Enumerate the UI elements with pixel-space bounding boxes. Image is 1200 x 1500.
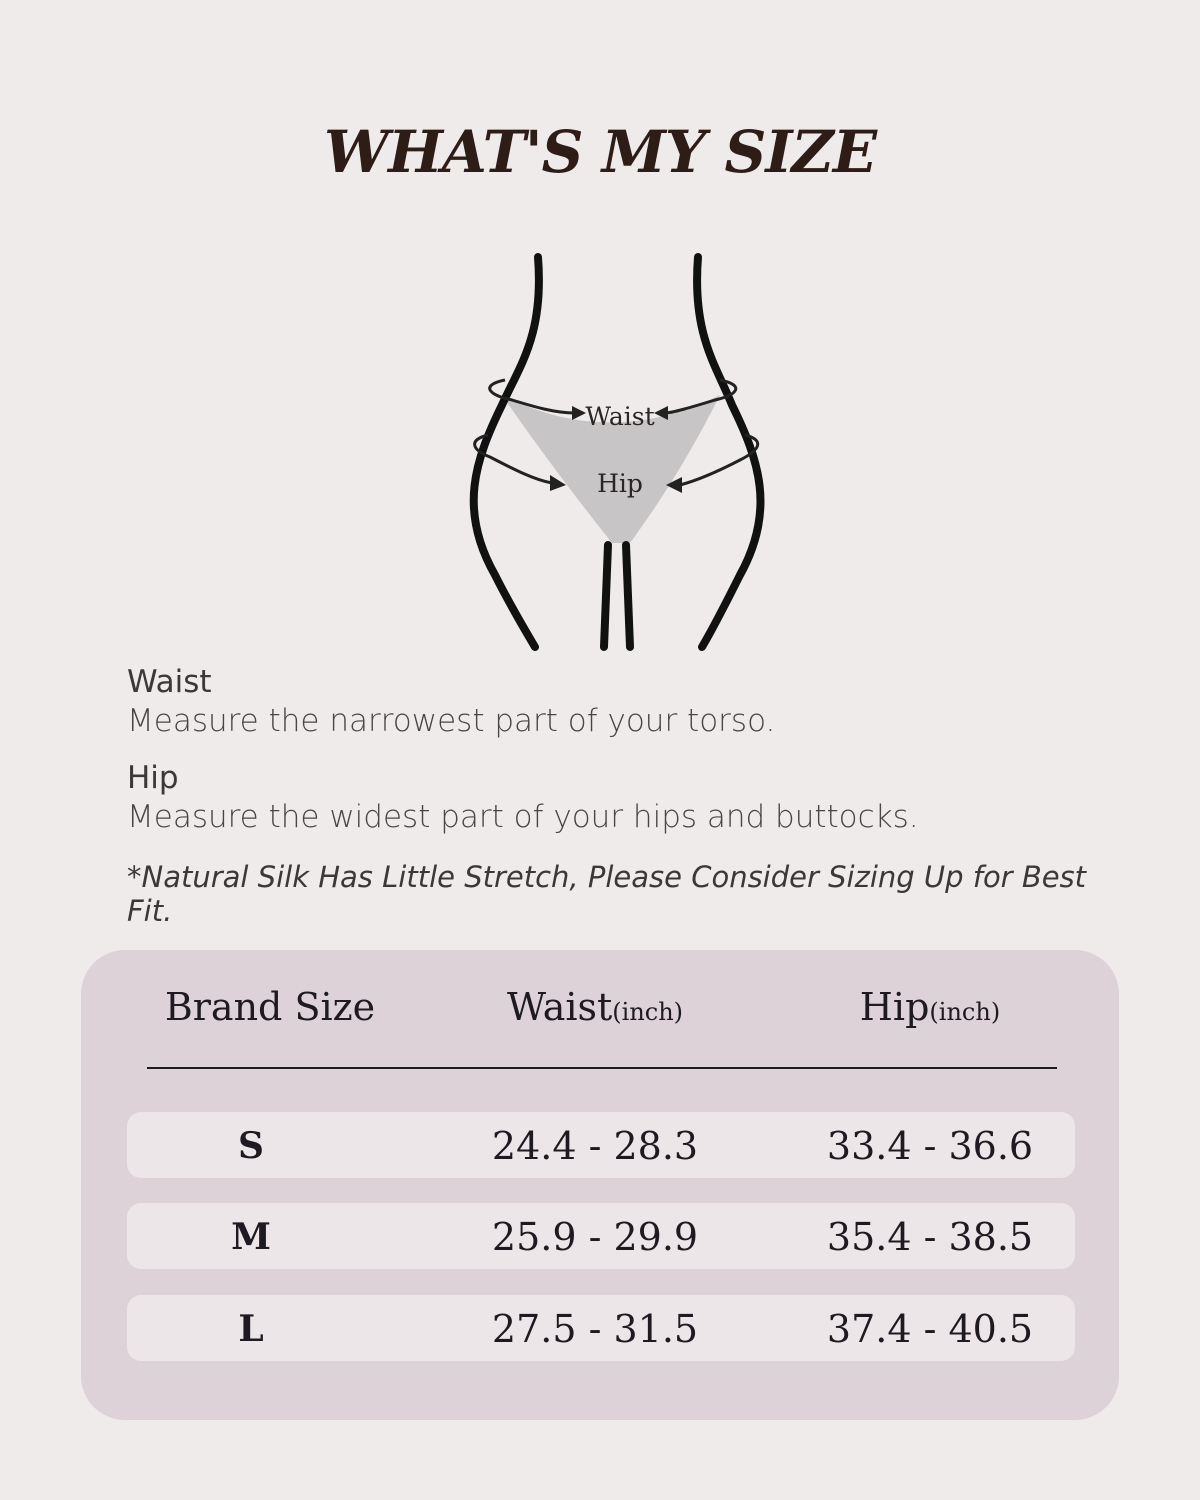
header-hip-label: Hip	[859, 985, 930, 1029]
header-divider	[147, 1067, 1057, 1069]
row-size: M	[231, 1216, 271, 1258]
left-body-outline	[474, 257, 539, 647]
header-brand-size: Brand Size	[164, 985, 376, 1029]
header-waist-unit: (inch)	[612, 998, 684, 1026]
row-hip: 35.4 - 38.5	[826, 1215, 1034, 1259]
hip-instruction-text: Measure the widest part of your hips and buttocks.	[127, 799, 919, 835]
body-measurement-diagram	[440, 245, 780, 655]
waist-arrowhead-left	[572, 406, 586, 420]
right-inner-leg	[626, 545, 630, 647]
page-title: WHAT'S MY SIZE	[323, 118, 877, 186]
hip-diagram-label: Hip	[597, 469, 643, 498]
hip-instruction-label: Hip	[127, 760, 179, 796]
row-size: L	[238, 1308, 264, 1350]
waist-instruction-text: Measure the narrowest part of your torso.	[127, 703, 776, 739]
sizing-note: *Natural Silk Has Little Stretch, Please Consider Sizing Up for Best Fit.	[127, 860, 1087, 928]
row-hip: 33.4 - 36.6	[826, 1124, 1034, 1168]
waist-instruction	[127, 662, 1087, 740]
left-inner-leg	[604, 545, 608, 647]
table-row	[127, 1112, 1075, 1178]
table-row	[127, 1295, 1075, 1361]
row-size: S	[238, 1125, 264, 1167]
header-hip	[780, 985, 1080, 1029]
row-hip: 37.4 - 40.5	[826, 1307, 1034, 1351]
header-waist	[440, 985, 750, 1029]
size-chart-header	[0, 985, 1200, 1045]
row-waist: 24.4 - 28.3	[491, 1124, 699, 1168]
table-row	[127, 1203, 1075, 1269]
hip-instruction	[127, 758, 1087, 836]
header-waist-label: Waist	[506, 985, 613, 1029]
waist-instruction-label: Waist	[127, 664, 212, 700]
header-hip-unit: (inch)	[929, 998, 1001, 1026]
row-waist: 27.5 - 31.5	[491, 1307, 699, 1351]
row-waist: 25.9 - 29.9	[491, 1215, 699, 1259]
measurement-instructions	[127, 662, 1087, 836]
waist-diagram-label: Waist	[585, 402, 655, 431]
